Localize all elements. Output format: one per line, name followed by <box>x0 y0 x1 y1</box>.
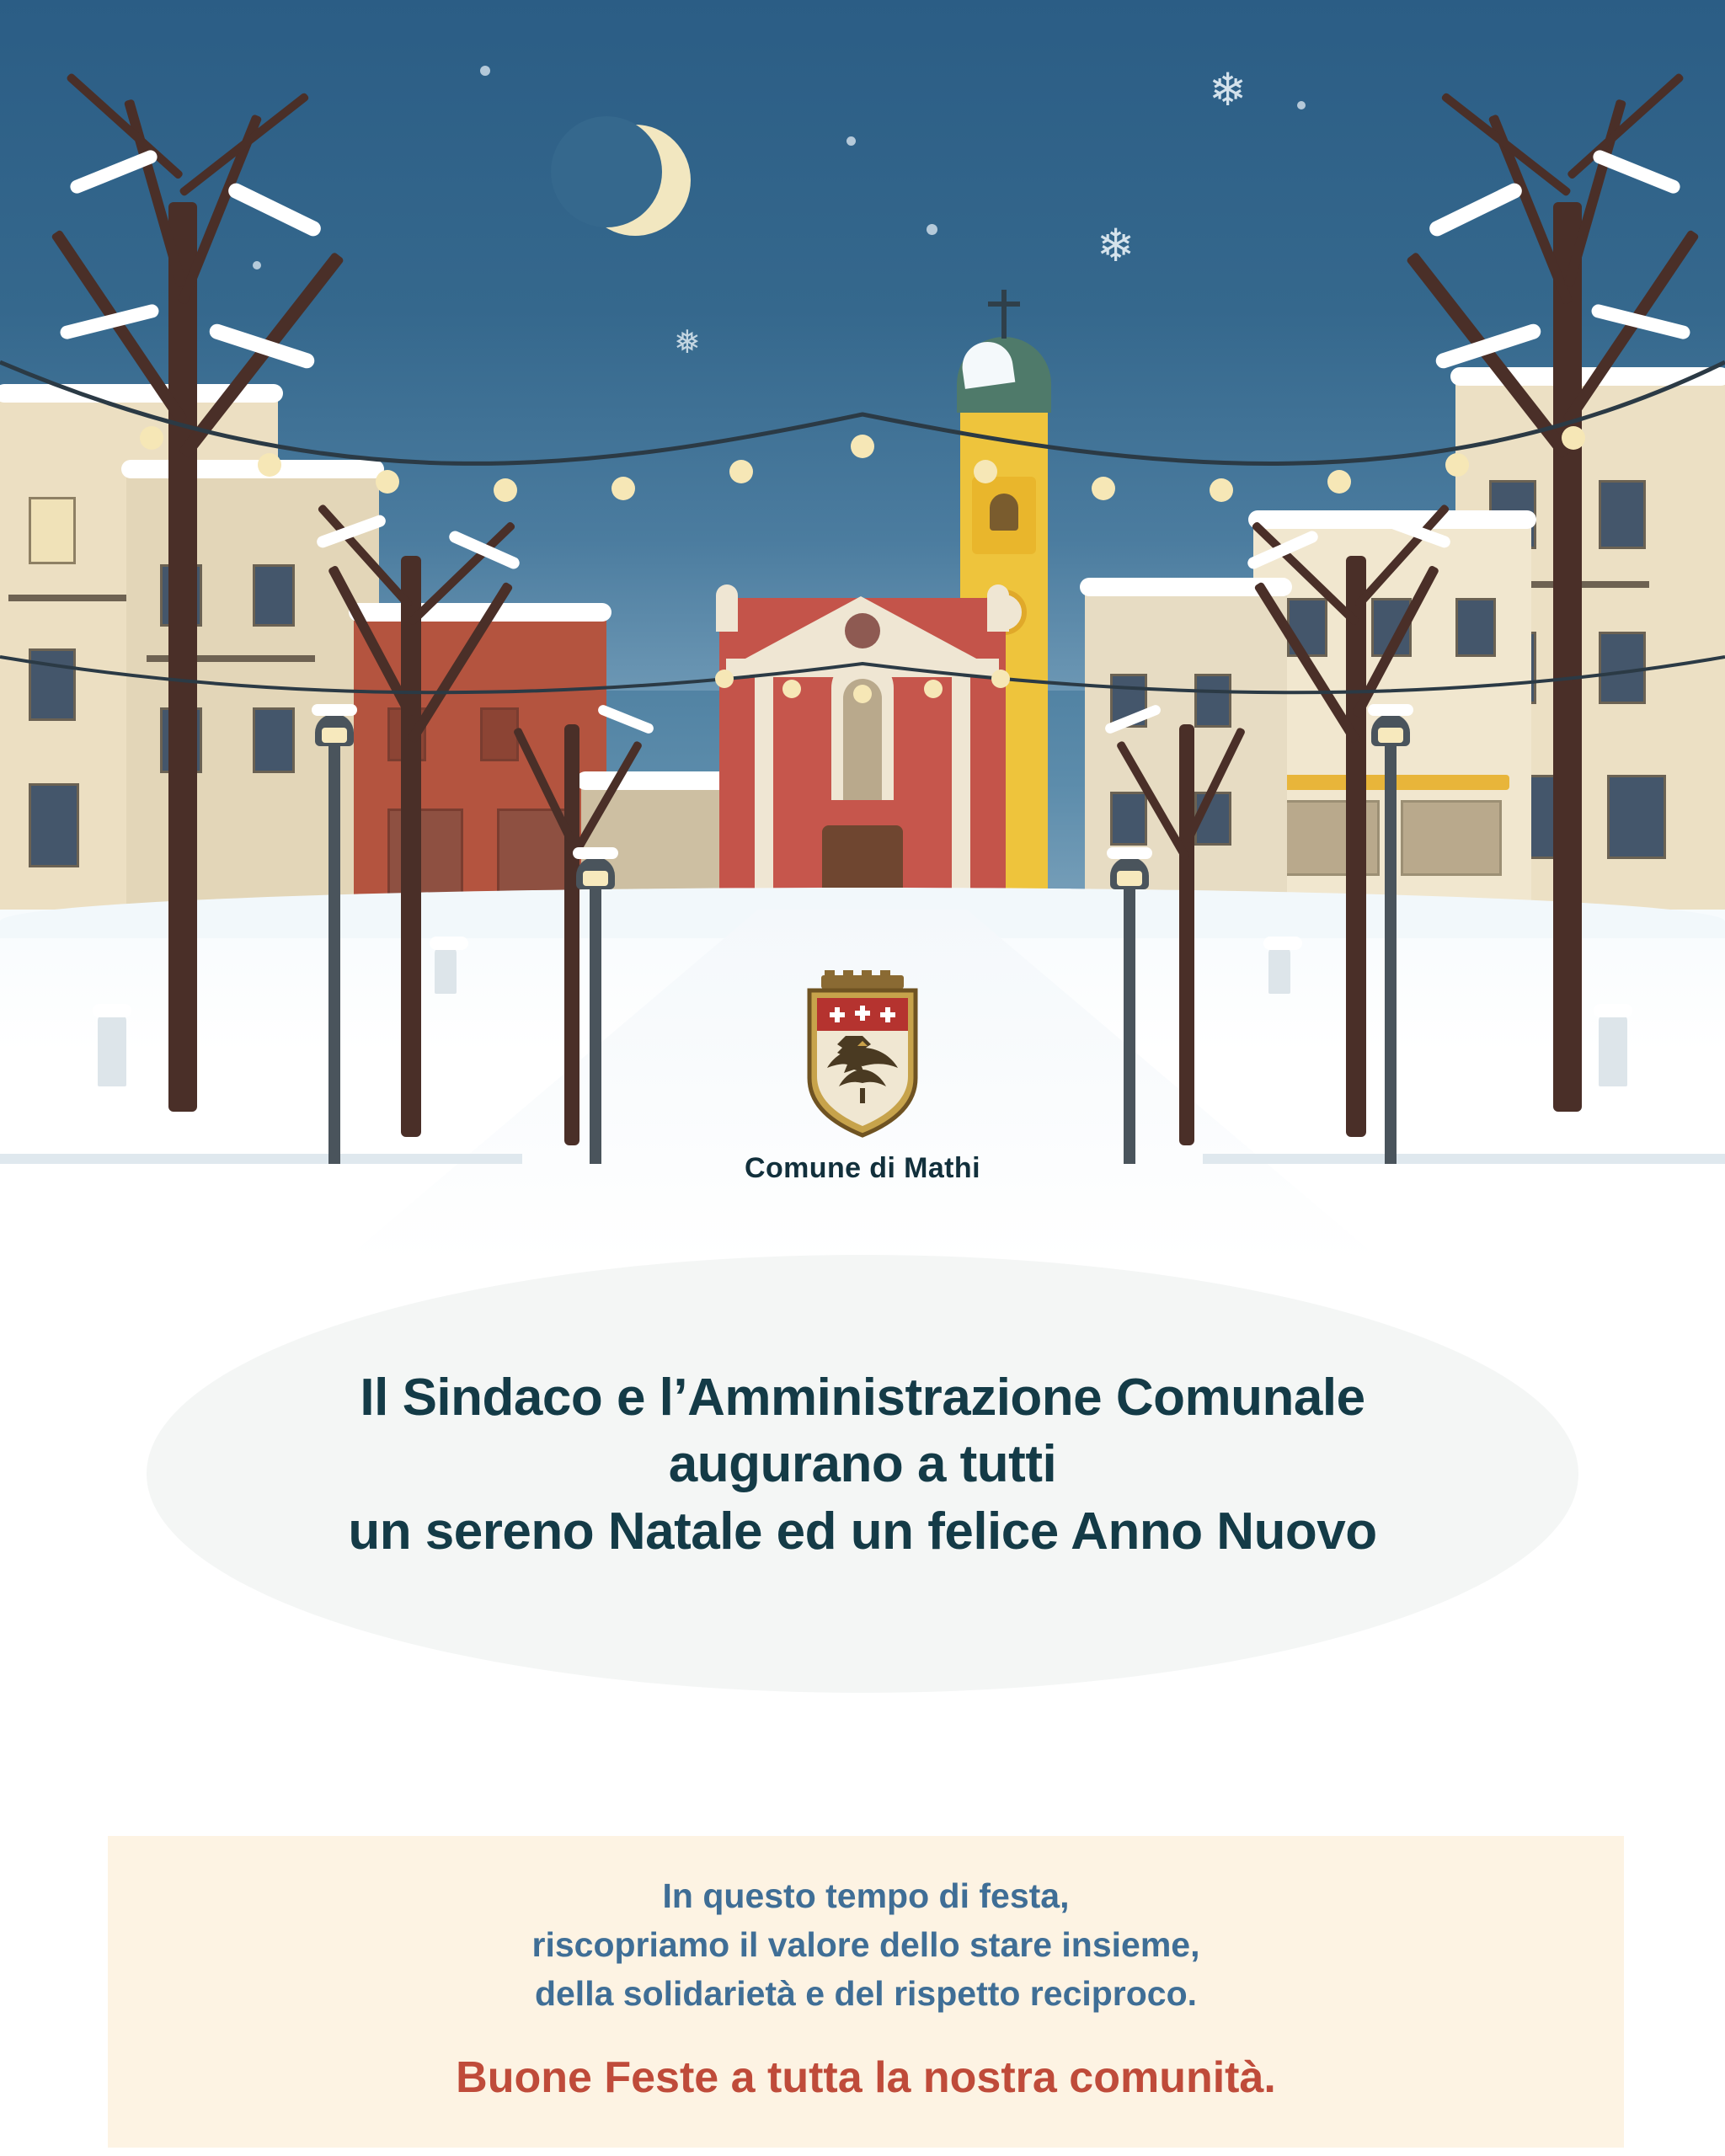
snowflake-icon: ❄ <box>1209 65 1247 115</box>
message-line-3: della solidarietà e del rispetto reciproco. <box>534 1974 1198 2014</box>
street-lamp-icon <box>1385 743 1397 1164</box>
headline-line-3: un sereno Natale ed un felice Anno Nuovo <box>348 1502 1377 1561</box>
message-line-1: In questo tempo di festa, <box>662 1876 1070 1915</box>
headline-line-1: Il Sindaco e l’Amministrazione Comunale <box>360 1369 1365 1427</box>
waste-bin <box>435 947 457 994</box>
star-icon <box>927 224 937 235</box>
church-window <box>831 657 894 800</box>
municipal-crest-block <box>711 970 1014 1185</box>
bare-tree-icon <box>1068 640 1253 1145</box>
crest-label: Comune di Mathi <box>745 1152 980 1184</box>
crescent-moon-icon <box>579 125 691 236</box>
street-lamp-icon <box>328 743 340 1164</box>
comune-di-mathi-coat-of-arms <box>791 970 934 1139</box>
street-lamp-icon <box>590 886 601 1164</box>
curb-right <box>1203 1154 1725 1164</box>
church <box>686 531 1039 918</box>
pilaster-left <box>755 665 773 918</box>
finial-left <box>716 584 738 632</box>
headline-line-2: augurano a tutti <box>668 1435 1057 1494</box>
bell-icon <box>990 494 1018 531</box>
curb-left <box>0 1154 522 1164</box>
bollard <box>1599 1014 1627 1086</box>
bollard <box>98 1014 126 1086</box>
star-icon <box>480 66 490 76</box>
pilaster-right <box>952 665 970 918</box>
star-icon <box>1297 101 1306 109</box>
headline <box>104 1364 1621 1565</box>
church-cross-icon <box>1001 290 1007 339</box>
finial-right <box>987 584 1009 632</box>
message-line-2: riscopriamo il valore dello stare insieme, <box>531 1925 1200 1965</box>
snowflake-icon: ❄ <box>1097 221 1135 271</box>
street-lamp-icon <box>1124 886 1135 1164</box>
pediment-oculus <box>845 613 880 648</box>
greeting-line: Buone Feste a tutta la nostra comunità. <box>456 2052 1276 2102</box>
star-icon <box>846 136 856 146</box>
message-panel <box>108 1836 1624 2148</box>
snowflake-icon: ❅ <box>674 325 701 360</box>
waste-bin <box>1268 947 1290 994</box>
